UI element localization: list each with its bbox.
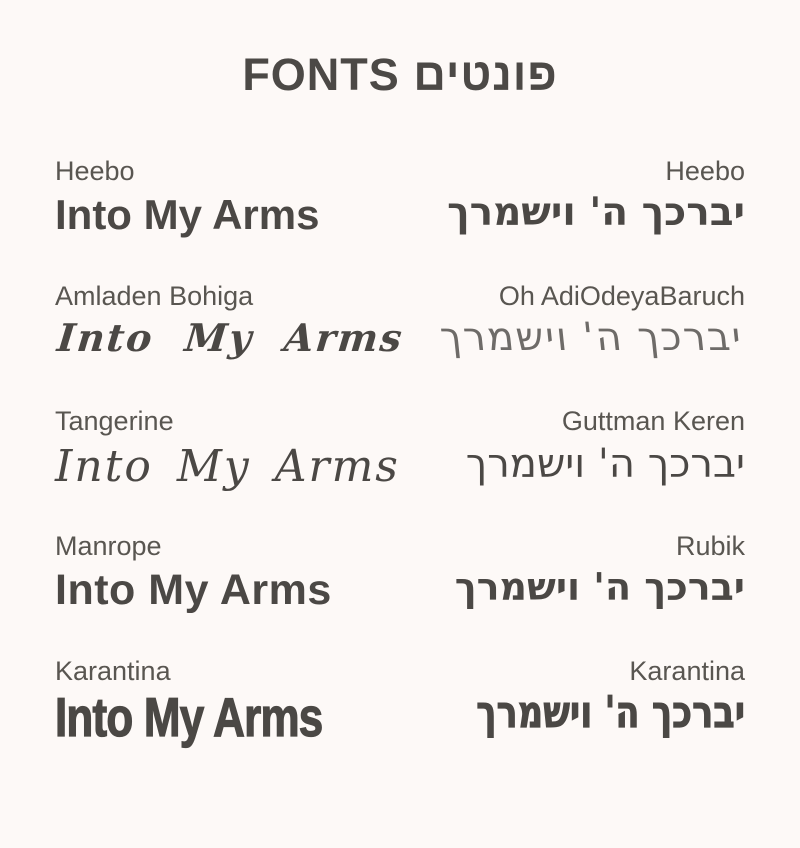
font-sample-guttman-hebrew (466, 406, 745, 489)
font-sample-text-hebrew: יברכך ה' וישמרך (465, 441, 745, 488)
font-sample-text-hebrew: יברכך ה' וישמרך (454, 565, 745, 610)
font-name-label: Tangerine (55, 406, 174, 436)
font-sample-heebo-latin (55, 156, 319, 242)
font-sample-manrope-latin (55, 531, 332, 618)
font-sample-text-latin: Into My Arms (55, 441, 400, 493)
font-name-label: Heebo (665, 156, 745, 186)
font-row-tangerine-guttman (55, 406, 745, 531)
font-sample-adiodeya-hebrew (437, 281, 745, 363)
font-row-heebo (55, 156, 745, 281)
font-name-label: Rubik (675, 531, 745, 561)
font-sample-text-latin: Into My Arms (55, 566, 332, 615)
font-name-label: Manrope (55, 531, 162, 561)
font-sample-karantina-hebrew (409, 656, 745, 737)
font-sample-text-hebrew: יברכך ה' וישמרך (476, 687, 745, 739)
font-sample-text-latin: Into My Arms (55, 686, 323, 749)
font-sample-tangerine-latin (55, 406, 400, 494)
page-title: FONTS פונטים (242, 49, 558, 100)
font-sample-text-latin: Into My Arms (55, 191, 320, 239)
font-row-karantina (55, 656, 745, 781)
font-name-label: Oh AdiOdeyaBaruch (498, 281, 745, 311)
font-sample-text-latin: Into My Arms (55, 315, 406, 361)
font-name-label: Guttman Keren (561, 406, 745, 436)
font-name-label: Amladen Bohiga (55, 281, 254, 311)
font-name-label: Karantina (629, 656, 745, 686)
font-sample-amladen-latin (55, 281, 406, 362)
font-name-label: Heebo (55, 156, 135, 186)
font-sample-rubik-hebrew (455, 531, 745, 612)
font-sample-heebo-hebrew (447, 156, 745, 238)
font-row-manrope-rubik (55, 531, 745, 656)
font-name-label: Karantina (55, 656, 171, 686)
font-row-amladen-adi (55, 281, 745, 406)
font-sample-text-hebrew: יברכך ה' וישמרך (437, 315, 745, 361)
font-specimen-list (55, 156, 745, 781)
font-sample-karantina-latin (55, 656, 389, 747)
font-sample-text-hebrew: יברכך ה' וישמרך (447, 190, 745, 236)
